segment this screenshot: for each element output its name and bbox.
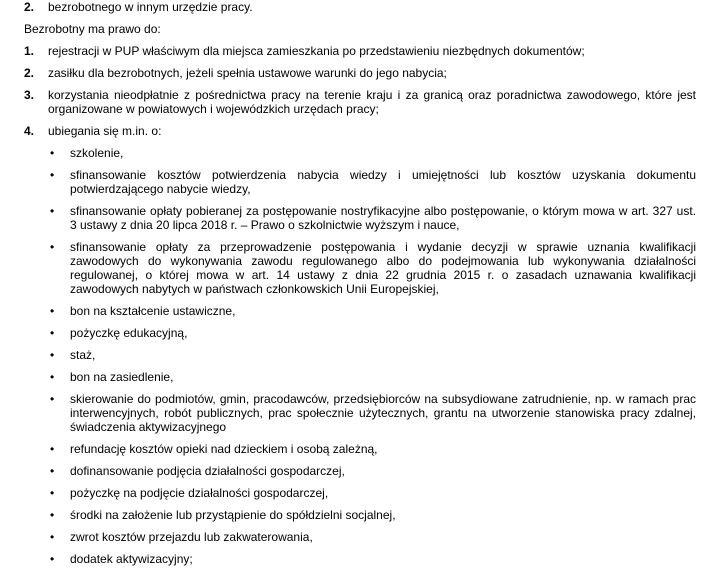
bullet-dot-icon: • <box>50 204 55 218</box>
bullet-text: bon na kształcenie ustawiczne, <box>70 304 236 318</box>
list-number: 2. <box>24 66 35 80</box>
bullet-dot-icon: • <box>50 146 55 160</box>
bullet-text: zwrot kosztów przejazdu lub zakwaterowania, <box>70 530 313 544</box>
bullet-text: sfinansowanie opłaty za przeprowadzenie postępowania i wydanie decyzji w sprawie uznania kwalifikacji zawodowych do wykonywania zawodu regulowanego albo do podejmowania lub wykonywania działalności regulowanej, o której mowa w art. 14 ustawy z dnia 22 grudnia 2015 r. o zasadach uznawania kwalifikacji zawodowych nabytych w państwach członkowskich Unii Europejskiej, <box>70 240 696 296</box>
list-item-text: ubiegania się m.in. o: <box>48 124 162 138</box>
bullet-text: sfinansowanie opłaty pobieranej za postępowanie nostryfikacyjne albo postępowanie, o którym mowa w art. 327 ust. 3 ustawy z dnia 20 lipca 2018 r. – Prawo o szkolnictwie wyższym i nauce, <box>70 204 696 232</box>
bullet-text: refundację kosztów opieki nad dzieckiem i osobą zależną, <box>70 442 378 456</box>
bullet-text: dodatek aktywizacyjny; <box>70 552 193 566</box>
list-number: 3. <box>24 88 35 102</box>
bullet-dot-icon: • <box>50 530 55 544</box>
bullet-text: środki na założenie lub przystąpienie do spółdzielni socjalnej, <box>70 508 396 522</box>
list-item-text: bezrobotnego w innym urzędzie pracy. <box>48 0 253 14</box>
bullet-text: szkolenie, <box>70 146 124 160</box>
list-item-text: zasiłku dla bezrobotnych, jeżeli spełnia ustawowe warunki do jego nabycia; <box>48 66 447 80</box>
bullet-dot-icon: • <box>50 486 55 500</box>
bullet-dot-icon: • <box>50 370 55 384</box>
bullet-dot-icon: • <box>50 240 55 254</box>
bullet-dot-icon: • <box>50 464 55 478</box>
bullet-dot-icon: • <box>50 168 55 182</box>
list-number: 4. <box>24 124 35 138</box>
list-number: 2. <box>24 0 35 14</box>
bullet-text: sfinansowanie kosztów potwierdzenia nabycia wiedzy i umiejętności lub kosztów uzyskania dokumentu potwierdzającego nabycie wiedzy, <box>70 168 696 196</box>
bullet-dot-icon: • <box>50 326 55 340</box>
bullet-dot-icon: • <box>50 304 55 318</box>
bullet-dot-icon: • <box>50 348 55 362</box>
list-item-text: rejestracji w PUP właściwym dla miejsca zamieszkania po przedstawieniu niezbędnych dokumentów; <box>48 44 585 58</box>
list-number: 1. <box>24 44 35 58</box>
bullet-dot-icon: • <box>50 508 55 522</box>
bullet-dot-icon: • <box>50 442 55 456</box>
bullet-text: staż, <box>70 348 96 362</box>
bullet-text: dofinansowanie podjęcia działalności gospodarczej, <box>70 464 345 478</box>
bullet-text: skierowanie do podmiotów, gmin, pracodawców, przedsiębiorców na subsydiowane zatrudnienie, np. w ramach prac interwencyjnych, robót publicznych, prac społecznie użytecznych, grantu na utworzenie stanowiska pracy zdalnej, świadczenia aktywizacyjnego <box>70 392 696 434</box>
rights-intro: Bezrobotny ma prawo do: <box>24 22 161 36</box>
bullet-text: bon na zasiedlenie, <box>70 370 174 384</box>
list-item-text: korzystania nieodpłatnie z pośrednictwa pracy na terenie kraju i za granicą oraz poradnictwa zawodowego, które jest organizowane w powiatowych i wojewódzkich urzędach pracy; <box>48 88 696 116</box>
bullet-text: pożyczkę edukacyjną, <box>70 326 188 340</box>
bullet-dot-icon: • <box>50 392 55 406</box>
bullet-text: pożyczkę na podjęcie działalności gospodarczej, <box>70 486 329 500</box>
bullet-dot-icon: • <box>50 552 55 566</box>
